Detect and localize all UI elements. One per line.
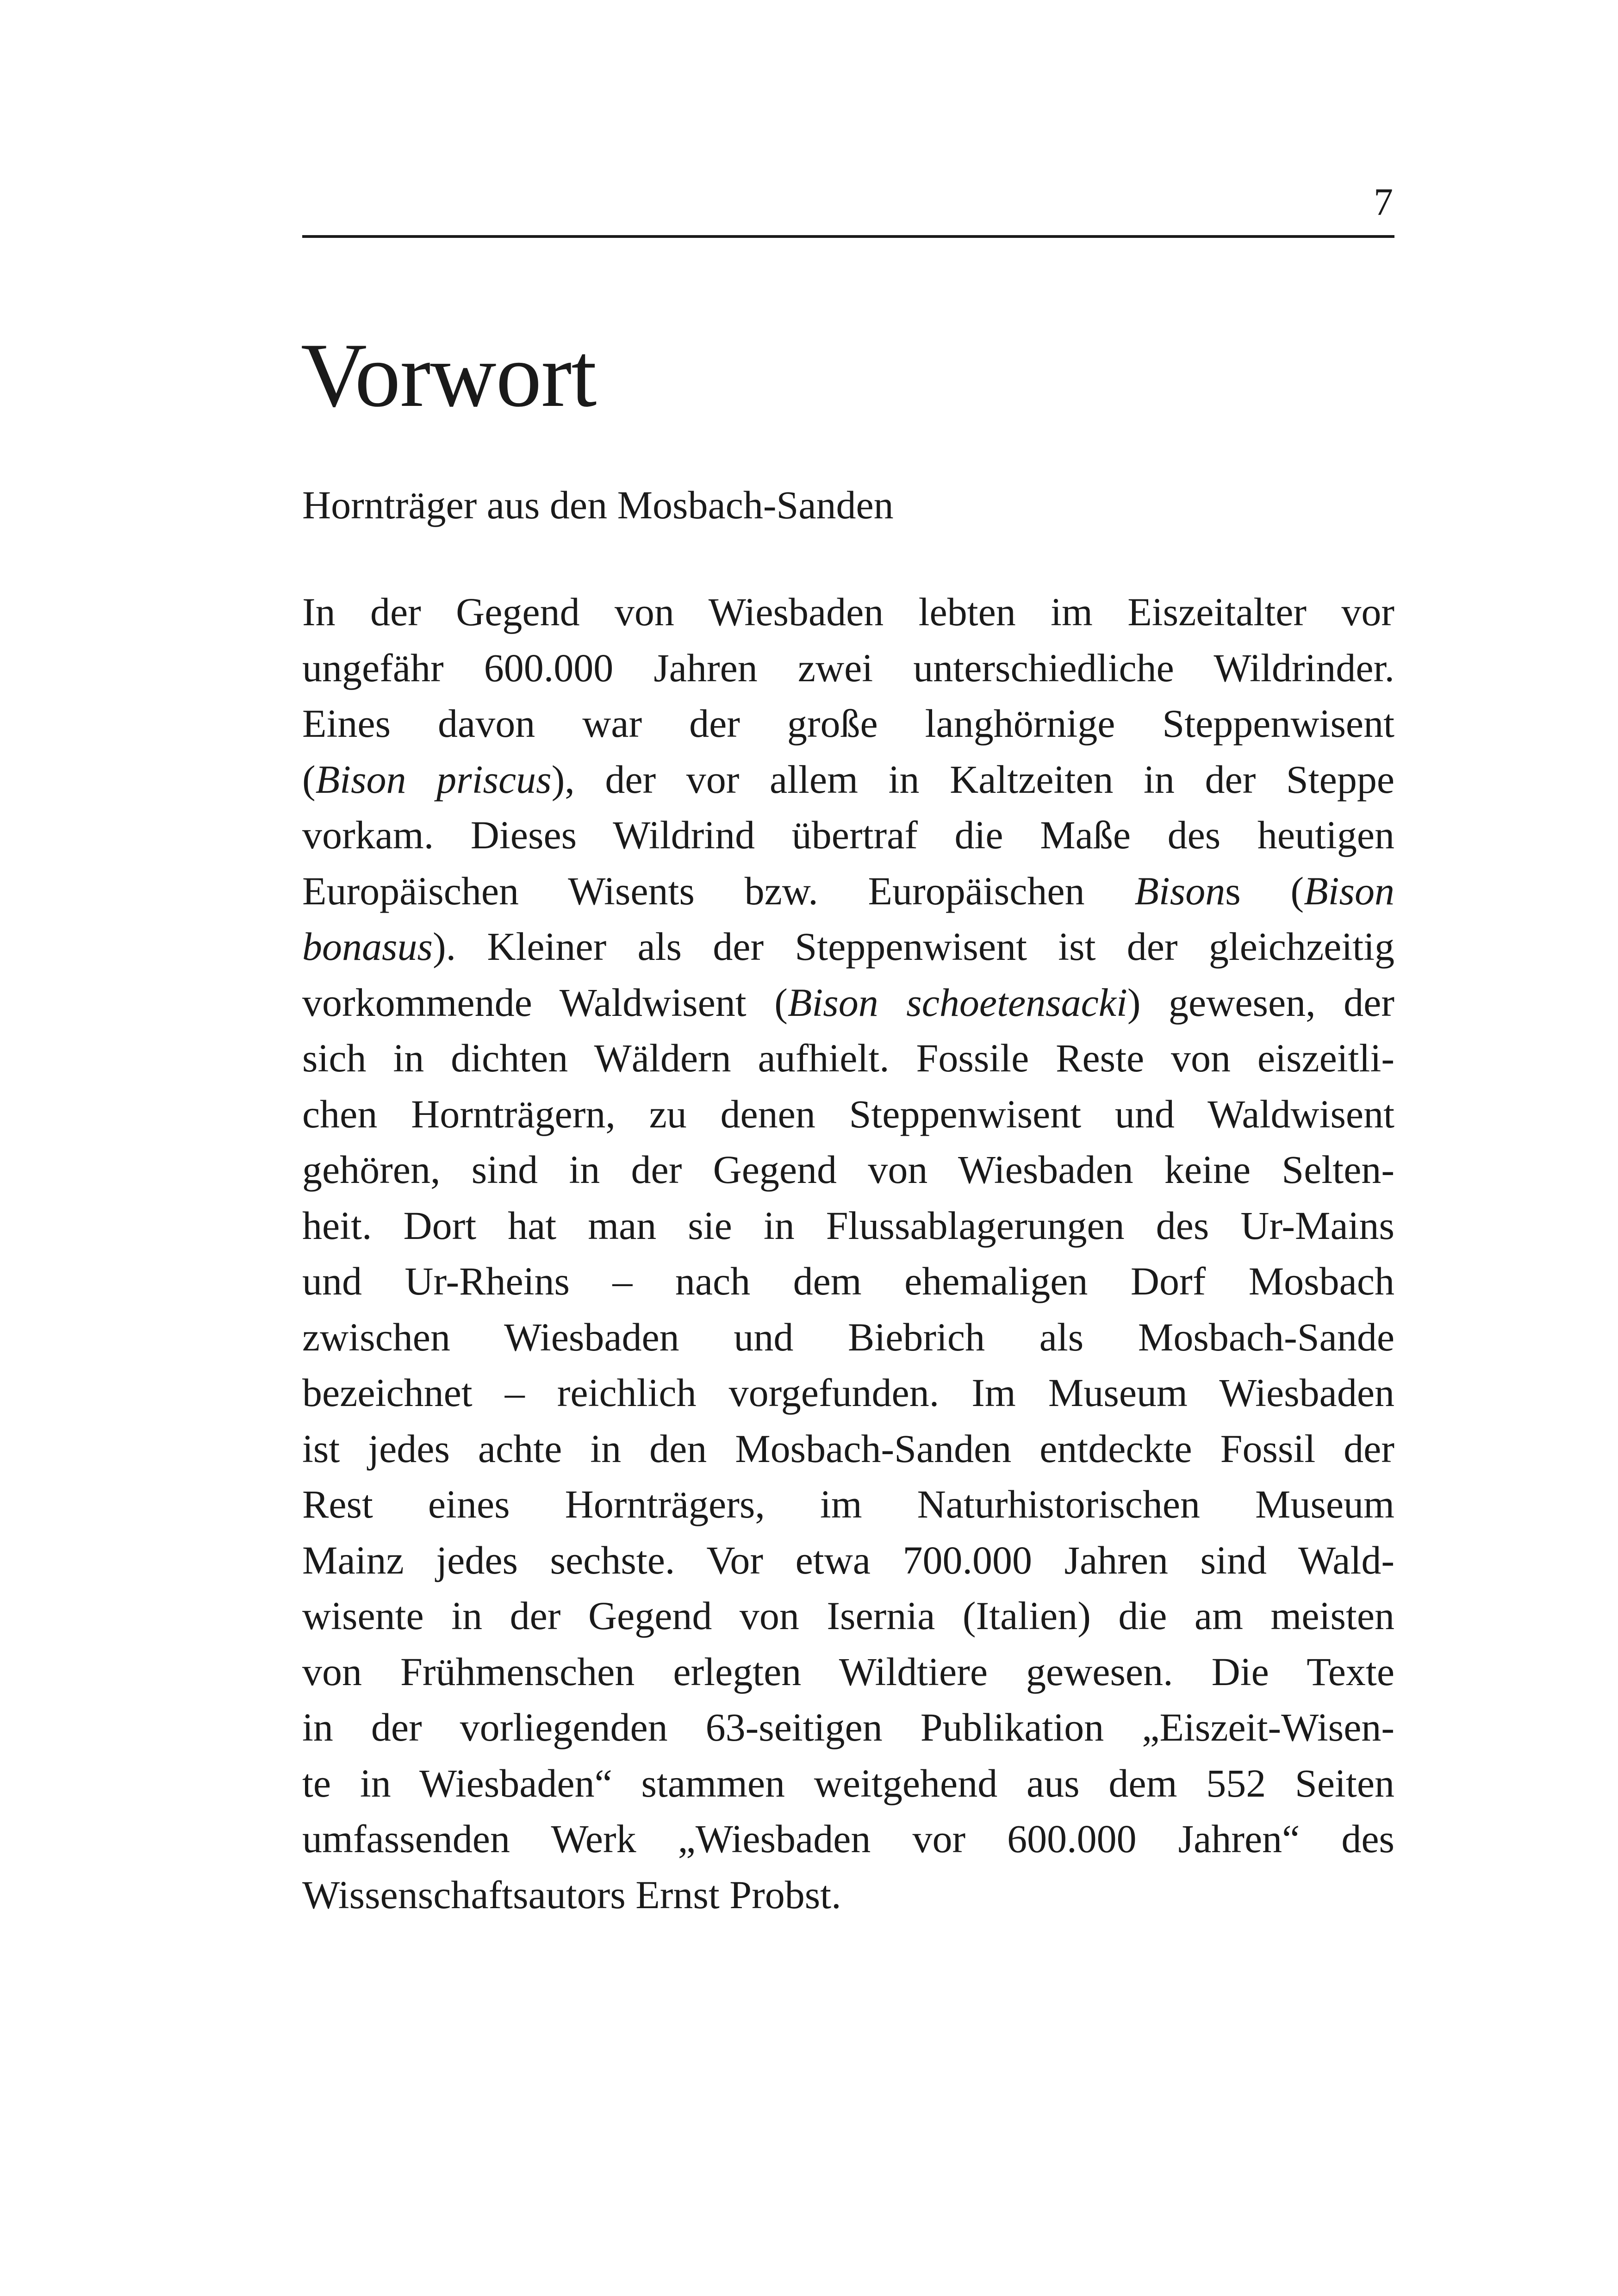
text-line: umfassenden Werk „Wiesbaden vor 600.000 Jahren“ des	[302, 1817, 1394, 1861]
text-line: chen Hornträgern, zu denen Steppenwisent und Waldwisent	[302, 1091, 1394, 1136]
text-line: te in Wiesbaden“ stammen weitgehend aus dem 552 Seiten	[302, 1761, 1394, 1805]
text-line: in der vorliegenden 63-seitigen Publikation „Eiszeit-Wisen-	[302, 1705, 1394, 1749]
text-line: vorkam. Dieses Wildrind übertraf die Maße des heutigen	[302, 813, 1394, 857]
text-line: ist jedes achte in den Mosbach-Sanden entdeckte Fossil der	[302, 1426, 1394, 1471]
text-line: vorkommende Waldwisent (Bison schoetensacki) gewesen, der	[302, 980, 1394, 1025]
text-line: Eines davon war der große langhörnige Steppenwisent	[302, 701, 1394, 746]
chapter-title: Vorwort	[301, 324, 597, 426]
text-line: ungefähr 600.000 Jahren zwei unterschiedliche Wildrinder.	[302, 645, 1394, 690]
text-line: zwischen Wiesbaden und Biebrich als Mosbach-Sande	[302, 1314, 1394, 1359]
body-paragraph	[302, 584, 1394, 1923]
text-line: (Bison priscus), der vor allem in Kaltzeiten in der Steppe	[302, 757, 1394, 802]
text-line: heit. Dort hat man sie in Flussablagerungen des Ur-Mains	[302, 1203, 1394, 1248]
page-number: 7	[1374, 180, 1393, 224]
text-line: sich in dichten Wäldern aufhielt. Fossile Reste von eiszeitli-	[302, 1036, 1394, 1080]
text-line: Mainz jedes sechste. Vor etwa 700.000 Jahren sind Wald-	[302, 1537, 1394, 1582]
text-line: gehören, sind in der Gegend von Wiesbaden keine Selten-	[302, 1147, 1394, 1192]
text-line: bonasus). Kleiner als der Steppenwisent ist der gleichzeitig	[302, 924, 1394, 969]
header-rule	[302, 235, 1394, 238]
species-name: Bison	[1134, 868, 1226, 913]
species-name: bonasus	[302, 924, 433, 969]
species-name: Bison	[1304, 868, 1394, 913]
species-name: Bison schoetensacki	[787, 980, 1127, 1025]
text-line: und Ur-Rheins – nach dem ehemaligen Dorf Mosbach	[302, 1259, 1394, 1303]
text-line: bezeichnet – reichlich vorgefunden. Im Museum Wiesbaden	[302, 1370, 1394, 1415]
text-line: wisente in der Gegend von Isernia (Italien) die am meisten	[302, 1593, 1394, 1638]
text-line: von Frühmenschen erlegten Wildtiere gewesen. Die Texte	[302, 1649, 1394, 1694]
text-line: Rest eines Hornträgers, im Naturhistorischen Museum	[302, 1482, 1394, 1526]
text-line: In der Gegend von Wiesbaden lebten im Eiszeitalter vor	[302, 590, 1394, 634]
text-line: Europäischen Wisents bzw. Europäischen Bisons (Bison	[302, 868, 1394, 913]
species-name: Bison priscus	[315, 757, 552, 802]
chapter-subtitle: Hornträger aus den Mosbach-Sanden	[302, 483, 894, 527]
text-line: Wissenschaftsautors Ernst Probst.	[302, 1872, 841, 1917]
